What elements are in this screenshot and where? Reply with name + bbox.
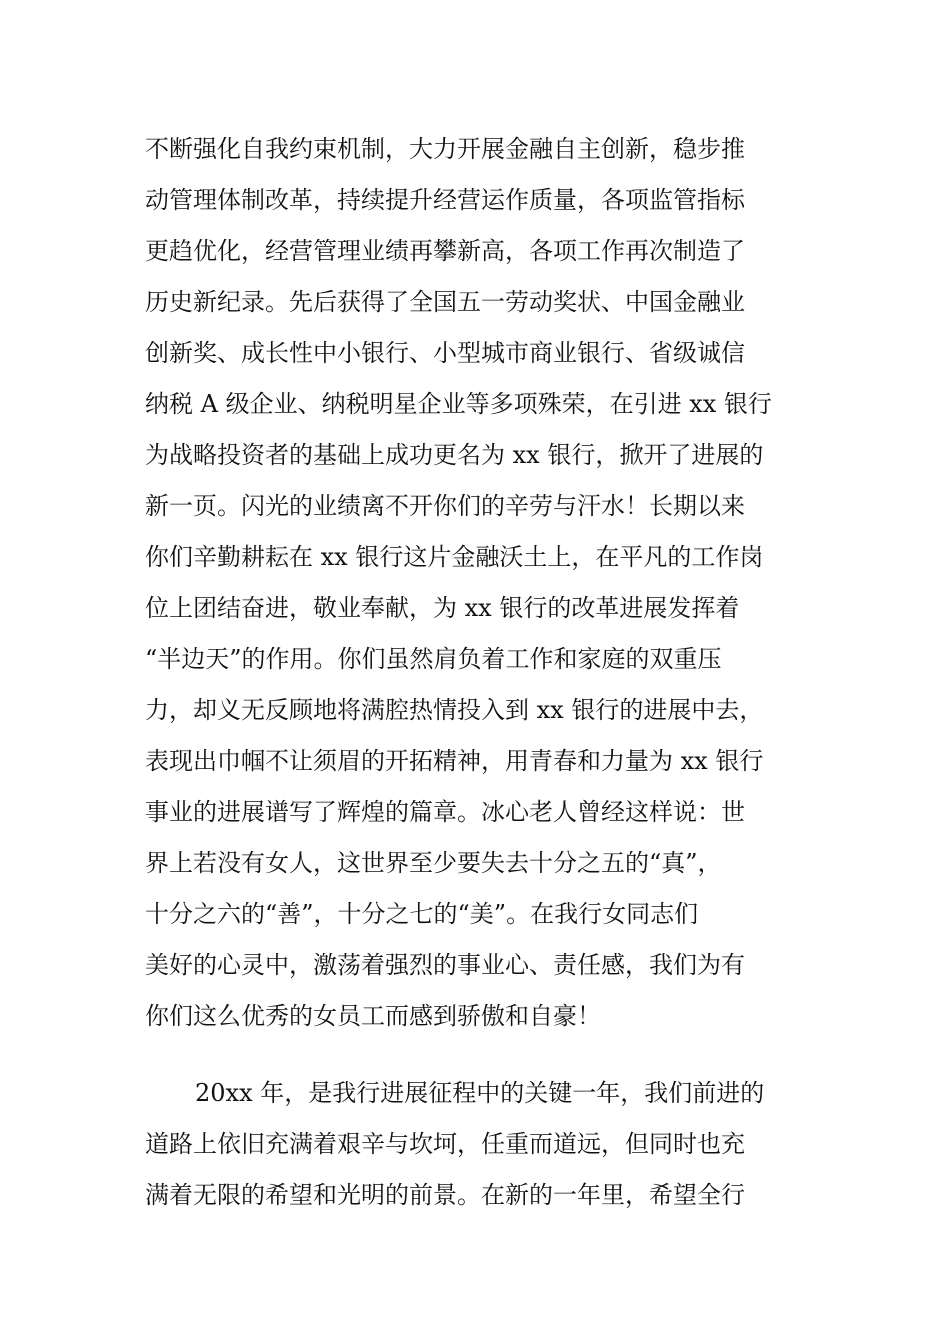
body-paragraph [145, 124, 810, 1042]
text-line: 纳税 A 级企业、纳税明星企业等多项殊荣，在引进 xx 银行 [145, 390, 772, 418]
text-line: 十分之六的“善”，十分之七的“美”。在我行女同志们 [145, 900, 699, 928]
text-line: 你们这么优秀的女员工而感到骄傲和自豪！ [145, 1002, 601, 1030]
text-line: 满着无限的希望和光明的前景。在新的一年里，希望全行 [145, 1181, 745, 1209]
body-paragraph [145, 1068, 810, 1221]
text-line: 创新奖、成长性中小银行、小型城市商业银行、省级诚信 [145, 339, 745, 367]
text-line: 不断强化自我约束机制，大力开展金融自主创新，稳步推 [145, 135, 745, 163]
text-line: 道路上依旧充满着艰辛与坎坷，任重而道远，但同时也充 [145, 1130, 745, 1158]
text-line: 为战略投资者的基础上成功更名为 xx 银行，掀开了进展的 [145, 441, 764, 469]
text-line: 位上团结奋进，敬业奉献，为 xx 银行的改革进展发挥着 [145, 594, 740, 622]
text-line: 界上若没有女人，这世界至少要失去十分之五的“真”， [145, 849, 722, 877]
text-line: 动管理体制改革，持续提升经营运作质量，各项监管指标 [145, 186, 745, 214]
text-line: 力，却义无反顾地将满腔热情投入到 xx 银行的进展中去， [145, 696, 764, 724]
text-line: 20xx 年，是我行进展征程中的关键一年，我们前进的 [195, 1079, 765, 1107]
text-line: 历史新纪录。先后获得了全国五一劳动奖状、中国金融业 [145, 288, 745, 316]
text-line: 更趋优化，经营管理业绩再攀新高，各项工作再次制造了 [145, 237, 745, 265]
text-line: 表现出巾帼不让须眉的开拓精神，用青春和力量为 xx 银行 [145, 747, 764, 775]
text-line: 美好的心灵中，激荡着强烈的事业心、责任感，我们为有 [145, 951, 745, 979]
text-line: “半边天”的作用。你们虽然肩负着工作和家庭的双重压 [145, 645, 722, 673]
text-line: 新一页。闪光的业绩离不开你们的辛劳与汗水！长期以来 [145, 492, 745, 520]
text-line: 事业的进展谱写了辉煌的篇章。冰心老人曾经这样说：世 [145, 798, 745, 826]
text-line: 你们辛勤耕耘在 xx 银行这片金融沃土上，在平凡的工作岗 [145, 543, 764, 571]
